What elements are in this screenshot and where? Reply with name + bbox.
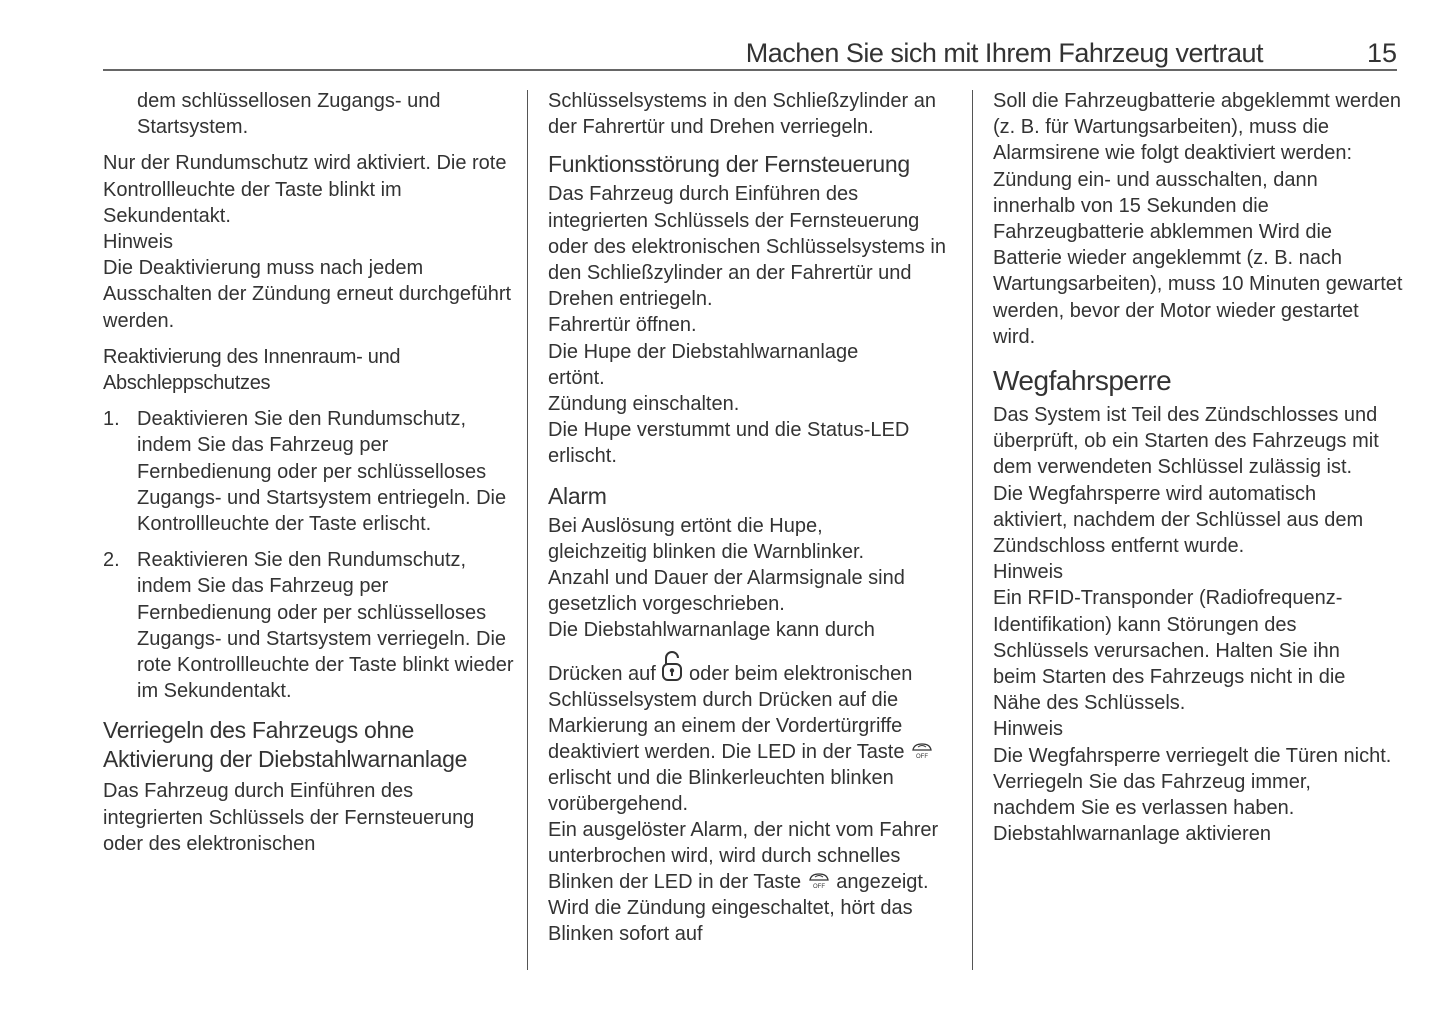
- paragraph: Das System ist Teil des Zündschlosses und überprüft, ob ein Starten des Fahrzeugs mit dem verwendeten Schlüssel zulässig ist.: [993, 404, 1379, 479]
- section-heading: Wegfahrsperre: [993, 365, 1172, 397]
- unlock-icon: [661, 650, 683, 687]
- step-number: 2.: [103, 549, 120, 572]
- list-item: [103, 547, 523, 704]
- paragraph: Fahrertür öffnen.: [548, 314, 697, 337]
- car-alarm-off-icon: [807, 869, 831, 895]
- paragraph: Bei Auslösung ertönt die Hupe, gleichzeitig blinken die Warnblinker.: [548, 514, 865, 563]
- text-fragment: Ein ausgelöster Alarm, der nicht vom Fahrer unterbrochen wird, wird durch schnelles Blinken der LED in der: [548, 818, 939, 894]
- column-1: [103, 88, 523, 857]
- text-fragment: angezeigt. Wird die Zündung eingeschaltet, hört das Blinken sofort auf: [548, 871, 929, 946]
- paragraph: Diebstahlwarnanlage aktivieren: [993, 823, 1271, 846]
- paragraph: Die Diebstahlwarnanlage kann durch: [548, 619, 875, 642]
- note-text: Die Wegfahrsperre verriegelt die Türen nicht. Verriegeln Sie das Fahrzeug immer, nachdem Sie es verlassen haben.: [993, 744, 1392, 820]
- column-divider: [527, 90, 528, 970]
- paragraph: Anzahl und Dauer der Alarmsignale sind gesetzlich vorgeschrieben.: [548, 567, 905, 616]
- section-heading: Alarm: [548, 482, 607, 509]
- paragraph: [548, 650, 963, 817]
- continued-text: Schlüsselsystems in den Schließzylinder an der Fahrertür und Drehen verriegeln.: [548, 90, 936, 139]
- paragraph: Das Fahrzeug durch Einführen des integrierten Schlüssels der Fernsteuerung oder des elektronischen Schlüsselsystems in den Schließzylinder an der Fahrertür und Drehen entriegeln.: [548, 183, 946, 311]
- continued-text: dem schlüssellosen Zugangs- und Startsystem.: [137, 90, 441, 139]
- section-heading: Verriegeln des Fahrzeugs ohne Aktivierung der Diebstahlwarnanlage: [103, 717, 468, 773]
- car-alarm-off-icon: [910, 739, 934, 765]
- text-fragment: Taste: [753, 871, 802, 894]
- header-title: Machen Sie sich mit Ihrem Fahrzeug vertraut: [745, 38, 1263, 68]
- note-text: Ein RFID-Transponder (Radiofrequenz-Identifikation) kann Störungen des Schlüssels verursachen. Halten Sie ihn beim Starten des Fahrzeugs nicht in die Nähe des Schlüssels.: [993, 587, 1346, 715]
- paragraph: Soll die Fahrzeugbatterie abgeklemmt werden (z. B. für Wartungsarbeiten), muss die Alarmsirene wie folgt deaktiviert werden: Zündung ein- und ausschalten, dann innerhalb von 15 Sekunden die Fahrzeugbatterie abklemmen Wird die Batterie wieder angeklemmt (z. B. nach Wartungsarbeiten), muss 10 Minuten gewartet werden, bevor der Motor wieder gestartet wird.: [993, 90, 1403, 348]
- paragraph: [548, 817, 963, 948]
- paragraph: Die Hupe verstummt und die Status-LED erlischt.: [548, 419, 910, 468]
- column-3: [993, 88, 1413, 847]
- step-text: Reaktivieren Sie den Rundumschutz, indem Sie das Fahrzeug per Fernbedienung oder per schlüsselloses Zugangs- und Startsystem verriegeln. Die rote Kontrollleuchte der Taste blinkt wieder im Sekundentakt.: [137, 549, 514, 703]
- page-number: 15: [1366, 38, 1397, 68]
- step-text: Deaktivieren Sie den Rundumschutz, indem Sie das Fahrzeug per Fernbedienung oder per schlüsselloses Zugangs- und Startsystem entriegeln. Die Kontrollleuchte der Taste erlischt.: [137, 408, 507, 536]
- section-heading: Funktionsstörung der Fernsteuerung: [548, 151, 910, 178]
- note-label: Hinweis: [993, 718, 1064, 741]
- paragraph: Nur der Rundumschutz wird aktiviert. Die rote Kontrollleuchte der Taste blinkt im Sekundentakt.: [103, 152, 507, 227]
- step-number: 1.: [103, 408, 120, 431]
- note-label: Hinweis: [103, 231, 174, 254]
- svg-text:OFF: OFF: [812, 884, 825, 891]
- text-fragment: erlischt und die Blinkerleuchten blinken vorübergehend.: [548, 766, 894, 815]
- text-fragment: Drücken auf: [548, 662, 656, 685]
- svg-text:OFF: OFF: [916, 753, 929, 760]
- steps-list: [103, 406, 523, 704]
- column-divider: [972, 90, 973, 970]
- text-fragment: oder beim elektronischen Schlüsselsystem durch Drücken auf die Markierung an einem der Vordertürgriffe deaktiviert werden. Die LED in der: [548, 662, 913, 763]
- text-fragment: Taste: [856, 740, 905, 763]
- subheading: Reaktivierung des Innenraum- und Abschleppschutzes: [103, 345, 401, 395]
- column-2: [548, 88, 963, 948]
- note-label: Hinweis: [993, 561, 1064, 584]
- note-text: Die Deaktivierung muss nach jedem Ausschalten der Zündung erneut durchgeführt werden.: [103, 257, 512, 332]
- paragraph: Zündung einschalten.: [548, 393, 740, 416]
- paragraph: Das Fahrzeug durch Einführen des integrierten Schlüssels der Fernsteuerung oder des elektronischen: [103, 780, 475, 855]
- list-item: [103, 406, 523, 537]
- paragraph: Die Hupe der Diebstahlwarnanlage ertönt.: [548, 340, 859, 389]
- paragraph: Die Wegfahrsperre wird automatisch aktiviert, nachdem der Schlüssel aus dem Zündschloss entfernt wurde.: [993, 482, 1364, 558]
- header-rule: [103, 69, 1397, 71]
